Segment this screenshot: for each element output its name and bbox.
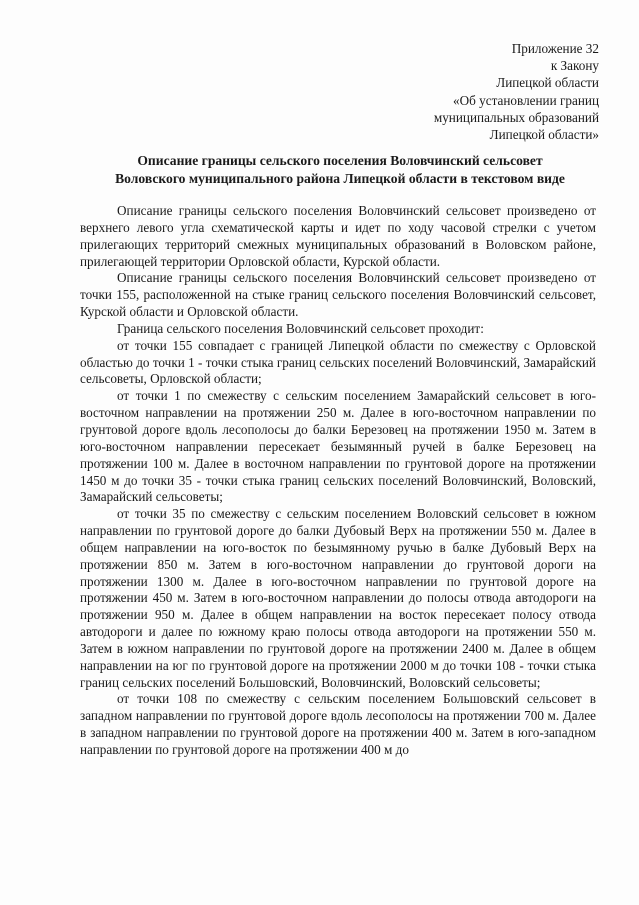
paragraph-segment-1-35: от точки 1 по смежеству с сельским поселением Замарайский сельсовет в юго-восточном направлении на протяжении 250 м. Далее в юго-восточном направлении по грунтовой дороге вдоль лесополосы до балки Березовец на протяжении 1950 м. Затем в юго-восточном направлении пересекает безымянный ручей в балке Березовец на протяжении 100 м. Далее в восточном направлении по грунтовой дороге на протяжении 1450 м до точки 35 - точки стыка границ сельских поселений Воловчинский, Воловский, Замарайский сельсоветы; [80,388,596,505]
document-title [80,152,600,188]
appendix-law-title-3: Липецкой области» [489,127,599,143]
paragraph-description-start: Описание границы сельского поселения Воловчинский сельсовет произведено от верхнего левого угла схематической карты и идет по ходу часовой стрелки с учетом прилегающих территорий смежных муниципальных образований в Воловском районе, прилегающей территории Орловской области, Курской области. [80,203,596,269]
paragraph-segment-108: от точки 108 по смежеству с сельским поселением Большовский сельсовет в западном направлении по грунтовой дороге вдоль лесополосы на протяжении 700 м. Далее в западном направлении по грунтовой дороге на протяжении 400 м. Затем в юго-западном направлении по грунтовой дороге на протяжении 400 м до [80,691,596,757]
paragraph-segment-155-1: от точки 155 совпадает с границей Липецкой области по смежеству с Орловской областью до точки 1 - точки стыка границ сельских поселений Воловчинский, Замарайский сельсоветы, Орловской области; [80,337,596,387]
document-title-line-1: Описание границы сельского поселения Воловчинский сельсовет [137,153,543,168]
paragraph-segment-35-108: от точки 35 по смежеству с сельским поселением Воловский сельсовет в южном направлении по грунтовой дороге до балки Дубовый Верх на протяжении 550 м. Далее в общем направлении на юго-восток по безымянному ручью в балке Дубовый Верх на протяжении 850 м. Затем в юго-восточном направлении до грунтовой дороги на протяжении 1300 м. Далее в юго-восточном направлении по грунтовой дороге на протяжении 450 м. Затем в юго-восточном направлении до полосы отвода автодороги на протяжении 950 м. Далее в общем направлении на восток пересекает полосу отвода автодороги и далее по южному краю полосы отвода автодороги на протяжении 550 м. Затем в южном направлении по грунтовой дороге на протяжении 2400 м. Далее в общем направлении на юг по грунтовой дороге на протяжении 2000 м до точки 108 - точки стыка границ сельских поселений Большовский, Воловчинский, Воловский сельсоветы; [80,506,596,690]
appendix-region: Липецкой области [496,75,599,91]
appendix-law-title-2: муниципальных образований [433,109,599,125]
document-body [80,203,596,759]
appendix-number: Приложение 32 [511,41,599,56]
appendix-header [339,40,599,143]
paragraph-boundary-intro: Граница сельского поселения Воловчинский сельсовет проходит: [117,320,484,336]
document-title-line-2: Воловского муниципального района Липецкой области в текстовом виде [115,171,565,186]
appendix-law-title-1: «Об установлении границ [453,92,599,108]
paragraph-start-point: Описание границы сельского поселения Воловчинский сельсовет произведено от точки 155, расположенной на стыке границ сельского поселения Воловчинский сельсовет, Курской области и Орловской области. [80,270,596,320]
appendix-law-ref: к Закону [550,58,599,74]
